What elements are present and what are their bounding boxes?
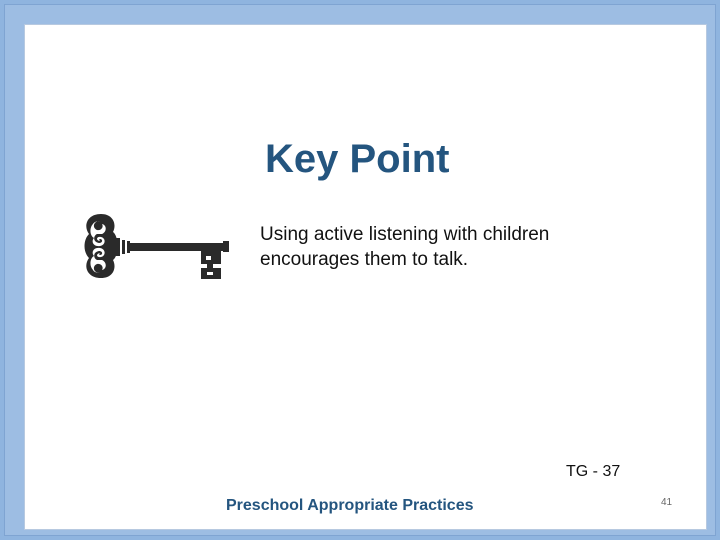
trainer-guide-reference: TG - 37 [566, 463, 621, 480]
footer-title: Preschool Appropriate Practices [226, 497, 474, 514]
slide-title: Key Point [265, 137, 450, 181]
slide-frame [4, 4, 716, 536]
page-number: 41 [661, 497, 673, 508]
slide [24, 24, 707, 530]
key-icon [83, 212, 231, 282]
key-point-text: Using active listening with children encourages them to talk. [260, 224, 550, 270]
